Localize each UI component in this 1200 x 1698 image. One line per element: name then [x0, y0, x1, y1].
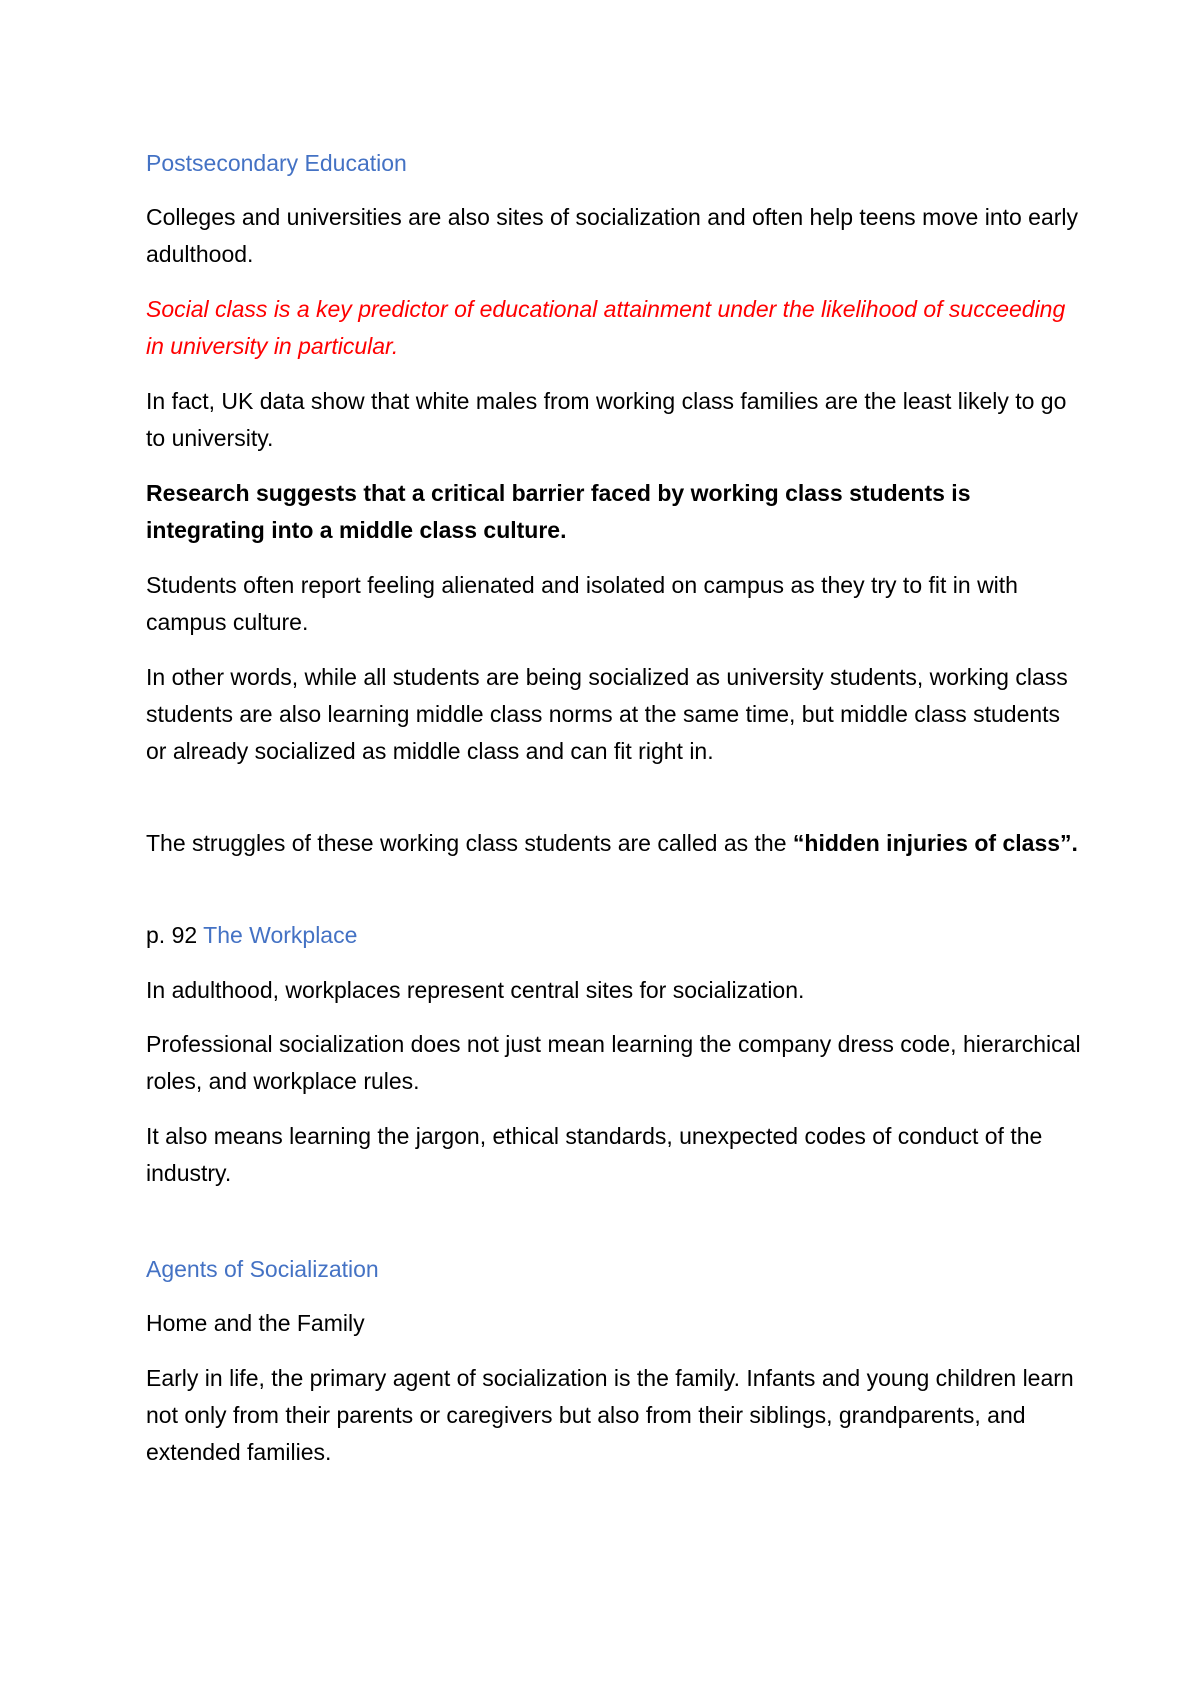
paragraph-early-in-life: Early in life, the primary agent of socialization is the family. Infants and young children learn not only from their parents or caregivers but also from their siblings, grandparents, and extended families.	[146, 1365, 1074, 1465]
hidden-injuries-quote: “hidden injuries of class”.	[792, 830, 1078, 856]
paragraph-uk-data: In fact, UK data show that white males from working class families are the least likely to go to university.	[146, 388, 1067, 451]
paragraph-colleges: Colleges and universities are also sites of socialization and often help teens move into early adulthood.	[146, 204, 1079, 267]
heading-the-workplace: The Workplace	[203, 922, 358, 948]
workplace-heading-line	[146, 917, 1086, 954]
subheading-home-and-family: Home and the Family	[146, 1310, 365, 1336]
heading-postsecondary-education: Postsecondary Education	[146, 150, 407, 176]
hidden-injuries-text: The struggles of these working class students are called as the	[146, 830, 793, 856]
paragraph-professional-socialization: Professional socialization does not just mean learning the company dress code, hierarchical roles, and workplace rules.	[146, 1031, 1081, 1094]
paragraph-jargon: It also means learning the jargon, ethical standards, unexpected codes of conduct of the industry.	[146, 1123, 1043, 1186]
paragraph-research-barrier: Research suggests that a critical barrier faced by working class students is integrating into a middle class culture.	[146, 480, 971, 543]
heading-agents-of-socialization: Agents of Socialization	[146, 1256, 379, 1282]
paragraph-alienated: Students often report feeling alienated and isolated on campus as they try to fit in with campus culture.	[146, 572, 1018, 635]
paragraph-hidden-injuries	[146, 825, 1086, 862]
workplace-page-ref: p. 92	[146, 922, 204, 948]
paragraph-social-class: Social class is a key predictor of educational attainment under the likelihood of succeeding in university in particular.	[146, 296, 1066, 359]
paragraph-in-other-words: In other words, while all students are being socialized as university students, working class students are also learning middle class norms at the same time, but middle class students or already socialized as middle class and can fit right in.	[146, 664, 1068, 764]
paragraph-adulthood: In adulthood, workplaces represent central sites for socialization.	[146, 977, 805, 1003]
